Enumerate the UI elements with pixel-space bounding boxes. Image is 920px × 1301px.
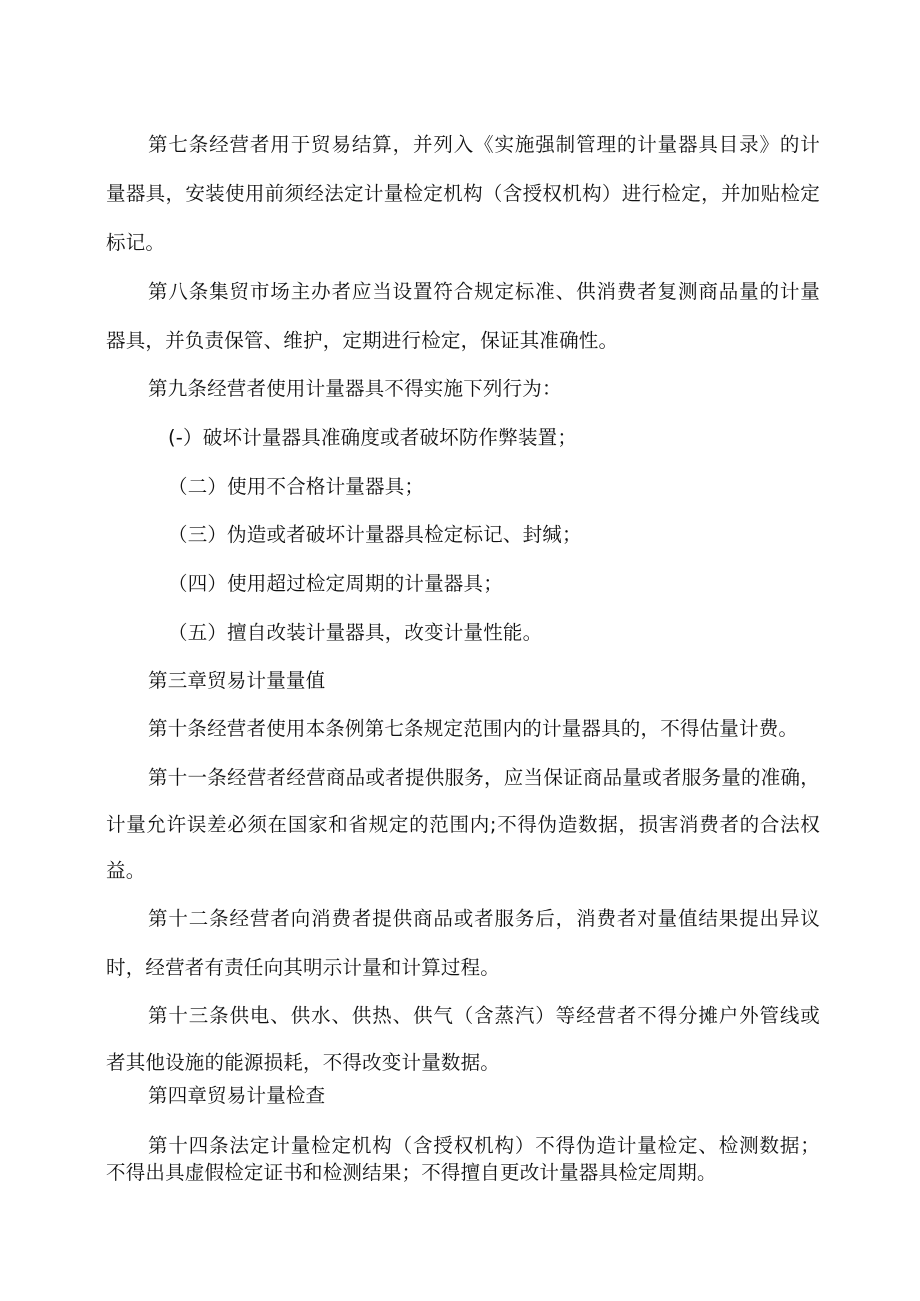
article-11-line-3: 益。 (106, 859, 146, 882)
article-9-item-4: （四）使用超过检定周期的计量器具； (168, 572, 503, 595)
article-13-line-2: 者其他设施的能源损耗，不得改变计量数据。 (106, 1051, 501, 1074)
article-9-item-2: （二）使用不合格计量器具； (168, 475, 425, 498)
article-7-line-1: 第七条经营者用于贸易结算，并列入《实施强制管理的计量器具目录》的计 (148, 133, 820, 156)
article-8-line-2: 器具，并负责保管、维护，定期进行检定，保证其准确性。 (106, 329, 619, 352)
article-13-line-1: 第十三条供电、供水、供热、供气（含蒸汽）等经营者不得分摊户外管线或 (148, 1004, 820, 1027)
chapter-3-heading: 第三章贸易计量量值 (148, 669, 326, 692)
article-10-line-1: 第十条经营者使用本条例第七条规定范围内的计量器具的，不得估量计费。 (148, 717, 799, 740)
article-11-line-1: 第十一条经营者经营商品或者提供服务，应当保证商品量或者服务量的准确， (148, 766, 820, 789)
article-9-item-1: (-）破坏计量器具准确度或者破坏防作弊装置； (168, 426, 578, 449)
article-8-line-1: 第八条集贸市场主办者应当设置符合规定标准、供消费者复测商品量的计量 (148, 280, 820, 303)
article-9-item-3: （三）伪造或者破坏计量器具检定标记、封缄； (168, 523, 582, 546)
article-9-item-5: （五）擅自改装计量器具，改变计量性能。 (168, 621, 543, 644)
article-14-line-1: 第十四条法定计量检定机构（含授权机构）不得伪造计量检定、检测数据； (148, 1134, 820, 1157)
article-14-line-2: 不得出具虚假检定证书和检测结果；不得擅自更改计量器具检定周期。 (106, 1161, 717, 1184)
chapter-4-heading: 第四章贸易计量检查 (148, 1084, 326, 1107)
article-11-line-2: 计量允许误差必须在国家和省规定的范围内;不得伪造数据，损害消费者的合法权 (106, 813, 820, 836)
article-12-line-2: 时，经营者有责任向其明示计量和计算过程。 (106, 956, 501, 979)
article-7-line-2: 量器具，安装使用前须经法定计量检定机构（含授权机构）进行检定，并加贴检定 (106, 182, 820, 205)
article-7-line-3: 标记。 (106, 231, 166, 254)
article-9-heading: 第九条经营者使用计量器具不得实施下列行为： (148, 377, 562, 400)
article-12-line-1: 第十二条经营者向消费者提供商品或者服务后，消费者对量值结果提出异议 (148, 907, 820, 930)
